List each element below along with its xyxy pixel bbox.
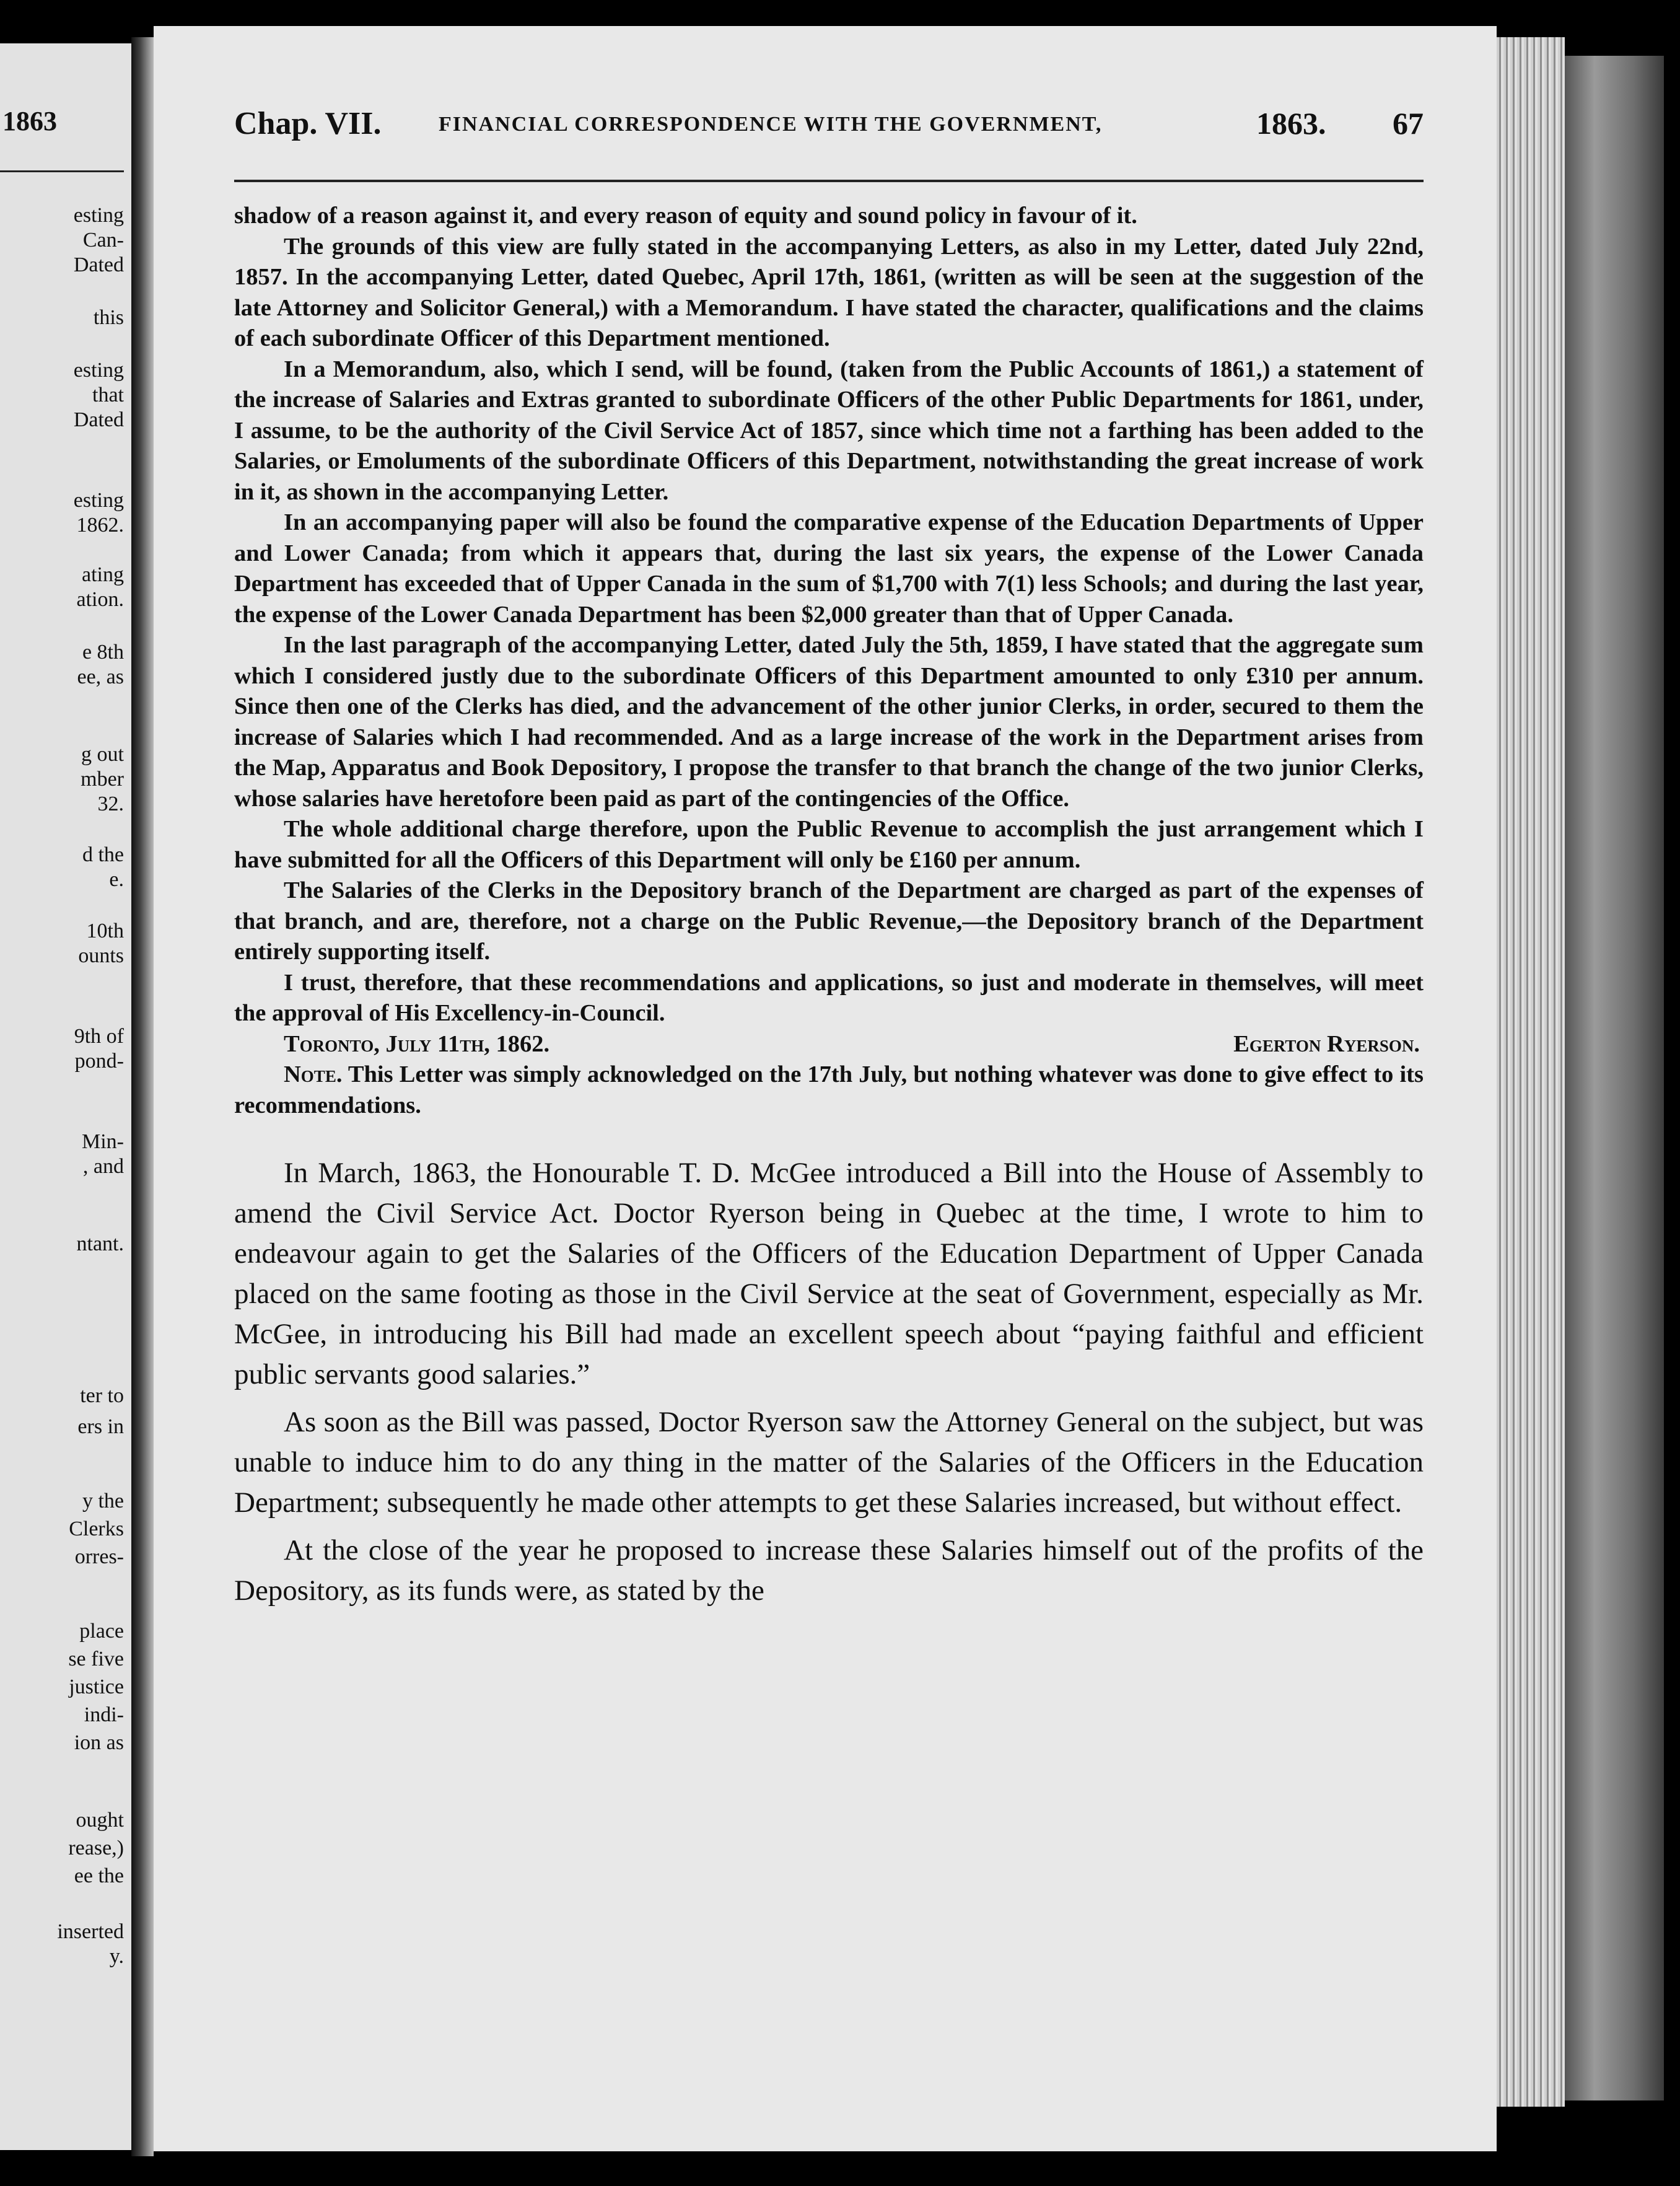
left-page-fragment: orres- xyxy=(74,1545,124,1568)
note-paragraph xyxy=(234,1060,1424,1121)
left-page-fragment: indi- xyxy=(84,1703,124,1726)
narrative-paragraph: In March, 1863, the Honourable T. D. McGee introduced a Bill into the House of Assembly to amend the Civil Service Act. Doctor Ryerson being in Quebec at the time, I wrote to him to endeavour again to get the Salaries of the Officers of the Education Department of Upper Canada placed on the same footing as those in the Civil Service at the seat of Government, especially as Mr. McGee, in introducing his Bill had made an excellent speech about “paying faithful and efficient public servants good salaries.” xyxy=(234,1157,1424,1390)
left-page-fragment: justice xyxy=(69,1675,124,1698)
running-year: 1863. xyxy=(1256,106,1326,141)
left-page-fragment: se five xyxy=(68,1648,124,1670)
left-page-fragment: , and xyxy=(82,1155,124,1178)
book-page xyxy=(154,26,1497,2151)
left-page-fragment: y the xyxy=(82,1490,124,1512)
left-page-fragment: 1862. xyxy=(76,514,124,537)
narrative-paragraph: As soon as the Bill was passed, Doctor Ryerson saw the Attorney General on the subject, but was unable to induce him to do any thing in the matter of the Salaries of the Officers in the Education Department; subsequently he made other attempts to get these Salaries increased, but without effect. xyxy=(234,1406,1424,1519)
left-page-fragment: pond- xyxy=(74,1050,124,1073)
left-page-fragment: esting xyxy=(73,204,124,227)
narrative-paragraph: At the close of the year he proposed to increase these Salaries himself out of the profits of the Depository, as its funds were, as stated by the xyxy=(234,1534,1424,1607)
letter-paragraph: shadow of a reason against it, and every reason of equity and sound policy in favour of it. xyxy=(234,203,1137,229)
left-page-fragment: esting xyxy=(73,359,124,382)
left-page-fragment: e. xyxy=(109,868,124,891)
left-page-fragment: 9th of xyxy=(74,1025,124,1048)
letter-paragraph: In an accompanying paper will also be found the comparative expense of the Education Departments of Upper and Lower Canada; from which it appears that, during the last six years, the expense of the Lower Canada Department has exceeded that of Upper Canada in the sum of $1,700 with 7(1) less Schools; and during the last year, the expense of the Lower Canada Department has been $2,000 greater than that of Upper Canada. xyxy=(234,509,1424,628)
letter-paragraph: In the last paragraph of the accompanying Letter, dated July the 5th, 1859, I have stated that the aggregate sum which I considered justly due to the subordinate Officers of this Department amounted to only £310 per annum. Since then one of the Clerks has died, and the advancement of the other junior Clerks, in order, secured to them the increase of Salaries which I had recommended. And as a large increase of the work in the Department arises from the Map, Apparatus and Book Depository, I propose the transfer to that branch the change of the two junior Clerks, whose salaries have heretofore been paid as part of the contingencies of the Office. xyxy=(234,632,1424,812)
left-facing-page xyxy=(0,43,131,2150)
left-page-fragment: ation. xyxy=(76,588,124,611)
narrative-text xyxy=(234,1153,1424,1611)
left-page-fragment: inserted xyxy=(57,1920,124,1943)
left-page-fragment: ounts xyxy=(78,944,124,967)
left-page-fragment: this xyxy=(93,306,124,329)
letter-paragraph: I trust, therefore, that these recommendations and applications, so just and moderate in themselves, will meet the approval of His Excellency-in-Council. xyxy=(234,969,1424,1026)
left-page-fragment: ought xyxy=(76,1809,124,1832)
chapter-label: Chap. VII. xyxy=(234,106,382,141)
left-page-fragment: 10th xyxy=(86,920,124,942)
letter-paragraph: The grounds of this view are fully stated in the accompanying Letters, as also in my Letter, dated July 22nd, 1857. In the accompanying Letter, dated Quebec, April 17th, 1861, (written as will be seen at the suggestion of the late Attorney and Solicitor General,) with a Memorandum. I have stated the character, qualifications and the claims of each subordinate Officer of this Department mentioned. xyxy=(234,233,1424,351)
left-page-fragment: ter to xyxy=(80,1384,124,1407)
left-page-fragment: e 8th xyxy=(82,641,124,664)
note-label: Note. xyxy=(284,1061,343,1087)
letter-paragraph: In a Memorandum, also, which I send, will be found, (taken from the Public Accounts of 1861,) a statement of the increase of Salaries and Extras granted to subordinate Officers of the other Public Departments for 1861, under, I assume, to be the authority of the Civil Service Act of 1857, since which time not a farthing has been added to the Salaries, or Emoluments of the subordinate Officers of this Department, notwithstanding the great increase of work in it, as shown in the accompanying Letter. xyxy=(234,356,1424,505)
left-page-fragment: Dated xyxy=(73,253,124,276)
signature: Egerton Ryerson. xyxy=(1233,1030,1420,1057)
left-page-fragment: ntant. xyxy=(76,1232,124,1255)
left-page-fragment: mber xyxy=(81,768,124,791)
left-page-fragment: Can- xyxy=(82,229,124,252)
signature-line xyxy=(234,1029,1424,1060)
running-title: FINANCIAL CORRESPONDENCE WITH THE GOVERNMENT, xyxy=(439,113,1103,136)
place-date: Toronto, July 11th, 1862. xyxy=(284,1030,550,1057)
left-page-fragment: ee, as xyxy=(77,665,124,688)
left-page-fragment: 32. xyxy=(97,792,124,815)
letter-text xyxy=(234,201,1424,1121)
left-page-fragment: ee the xyxy=(74,1864,124,1887)
left-page-fragment: Min- xyxy=(82,1130,124,1153)
letter-paragraph: The whole additional charge therefore, upon the Public Revenue to accomplish the just arrangement which I have submitted for all the Officers of this Department will only be £160 per annum. xyxy=(234,816,1424,873)
note-text: This Letter was simply acknowledged on the 17th July, but nothing whatever was done to give effect to its recommendations. xyxy=(234,1061,1424,1118)
page-edges xyxy=(1497,37,1565,2107)
left-page-fragment: that xyxy=(92,384,124,406)
left-page-fragment: ating xyxy=(82,563,124,586)
left-page-fragment: rease,) xyxy=(68,1837,124,1859)
left-page-header: 1863 xyxy=(2,106,57,136)
running-head xyxy=(234,105,1424,161)
left-page-fragment: y. xyxy=(109,1945,124,1968)
left-page-fragment: Dated xyxy=(73,408,124,431)
book-side xyxy=(1565,56,1664,2100)
letter-paragraph: The Salaries of the Clerks in the Depository branch of the Department are charged as part of the expenses of that branch, and are, therefore, not a charge on the Public Revenue,—the Depository branch of the Department entirely supporting itself. xyxy=(234,877,1424,965)
header-rule xyxy=(234,180,1424,182)
left-page-fragment: esting xyxy=(73,489,124,512)
gutter-shadow xyxy=(131,37,154,2156)
left-page-fragment: ers in xyxy=(77,1415,124,1438)
page-body xyxy=(234,201,1424,1611)
left-page-fragment: Clerks xyxy=(69,1517,124,1540)
page-number: 67 xyxy=(1393,106,1424,141)
left-page-fragment: place xyxy=(79,1620,124,1643)
left-page-fragment: g out xyxy=(81,743,124,766)
left-header-rule xyxy=(0,170,124,172)
left-page-fragment: ion as xyxy=(74,1731,124,1754)
left-page-fragment: d the xyxy=(82,843,124,866)
